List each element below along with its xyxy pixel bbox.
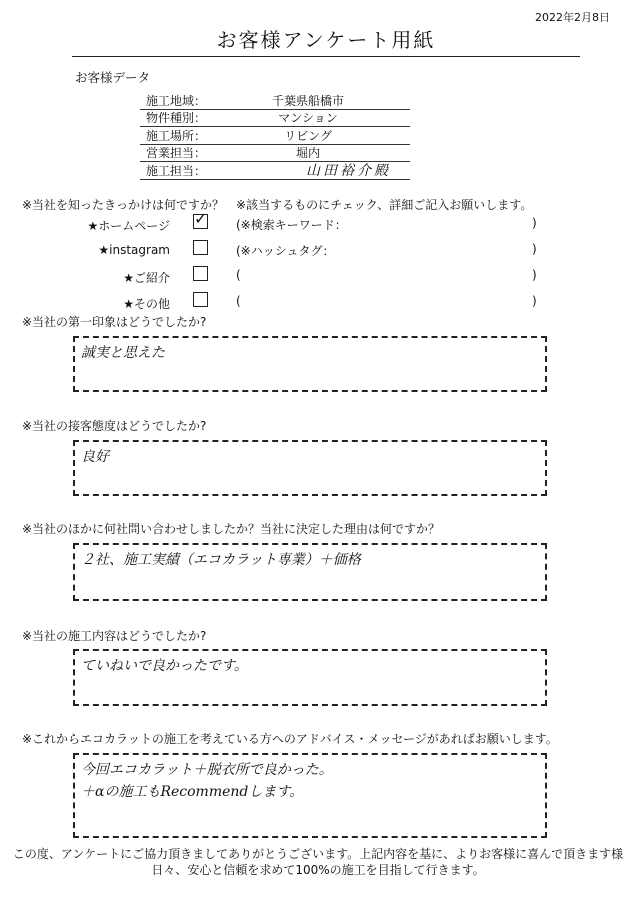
- question-how-found: ※当社を知ったきっかけは何ですか？ ※該当するものにチェック、詳細ご記入お願いします。: [22, 198, 533, 212]
- customer-value-handwritten: 山田裕介殿: [306, 162, 391, 179]
- checkbox-homepage[interactable]: [193, 209, 208, 229]
- question-service-attitude: ※当社の接客態度はどうでしたか?: [22, 419, 207, 433]
- answer-box-first-impression[interactable]: [73, 336, 547, 392]
- option-close-paren: ): [532, 268, 537, 282]
- question-other-companies: ※当社のほかに何社問い合わせしましたか？当社に決定した理由は何ですか？: [22, 522, 441, 536]
- checkbox-other[interactable]: [193, 292, 208, 307]
- option-note: (: [236, 294, 241, 308]
- option-note: (※検索キーワード：: [236, 218, 347, 232]
- footer-line-1: この度、アンケートにご協力頂きましてありがとうございます。上記内容を基に、よりお客様に喜んで頂きます様: [12, 847, 624, 861]
- customer-value: リビング: [284, 128, 332, 143]
- customer-value: マンション: [278, 111, 338, 126]
- answer-handwritten: 誠実と思えた: [81, 345, 165, 361]
- answer-handwritten: 今回エコカラット＋脱衣所で良かった。 ＋αの施工もRecommendします。: [81, 762, 333, 800]
- customer-key: 施工地域：: [146, 93, 207, 108]
- page-title: お客様アンケート用紙: [72, 24, 580, 57]
- option-instagram: [0, 240, 636, 262]
- option-other: [0, 292, 636, 314]
- answer-box-advice[interactable]: [73, 753, 547, 838]
- customer-value: 千葉県船橋市: [271, 93, 344, 108]
- customer-row-installer: [140, 162, 410, 180]
- question-first-impression: ※当社の第一印象はどうでしたか?: [22, 315, 207, 329]
- checkbox-instagram[interactable]: [193, 240, 208, 255]
- customer-key: 営業担当：: [146, 146, 207, 161]
- customer-table: [140, 92, 410, 180]
- option-note: (: [236, 268, 241, 282]
- customer-row-sales: [140, 145, 410, 163]
- customer-value: 堀内: [295, 146, 320, 161]
- question-work-quality: ※当社の施工内容はどうでしたか?: [22, 629, 207, 643]
- answer-handwritten: ２社、施工実績（エコカラット専業）＋価格: [81, 552, 361, 568]
- customer-row-location: [140, 127, 410, 145]
- answer-handwritten: 良好: [81, 449, 109, 465]
- answer-handwritten: ていねいで良かったです。: [81, 658, 248, 674]
- customer-row-area: [140, 92, 410, 110]
- customer-key: 施工担当：: [146, 163, 207, 178]
- customer-row-property: [140, 110, 410, 128]
- option-label: ★その他: [123, 297, 170, 311]
- option-label: ★ホームページ: [87, 219, 170, 233]
- customer-section-label: お客様データ: [75, 70, 151, 85]
- question-advice: ※これからエコカラットの施工を考えている方へのアドバイス・メッセージがあればお願いします。: [22, 732, 558, 746]
- option-label: ★instagram: [98, 243, 170, 257]
- option-label: ★ご紹介: [123, 271, 170, 285]
- option-homepage: [0, 209, 636, 236]
- customer-key: 物件種別：: [146, 111, 207, 126]
- option-close-paren: ): [532, 216, 537, 230]
- option-note: (※ハッシュタグ：: [236, 244, 335, 258]
- option-close-paren: ): [532, 294, 537, 308]
- answer-box-other-companies[interactable]: [73, 543, 547, 601]
- check-mark-icon: ✓: [194, 209, 208, 228]
- footer-message: [0, 846, 636, 878]
- checkbox-referral[interactable]: [193, 266, 208, 281]
- footer-line-2: 日々、安心と信頼を求めて100%の施工を目指して行きます。: [151, 863, 485, 877]
- answer-box-work-quality[interactable]: [73, 649, 547, 706]
- option-close-paren: ): [532, 242, 537, 256]
- answer-box-service-attitude[interactable]: [73, 440, 547, 496]
- option-referral: [0, 266, 636, 288]
- survey-date: 2022年2月8日: [535, 11, 610, 24]
- customer-key: 施工場所：: [146, 128, 207, 143]
